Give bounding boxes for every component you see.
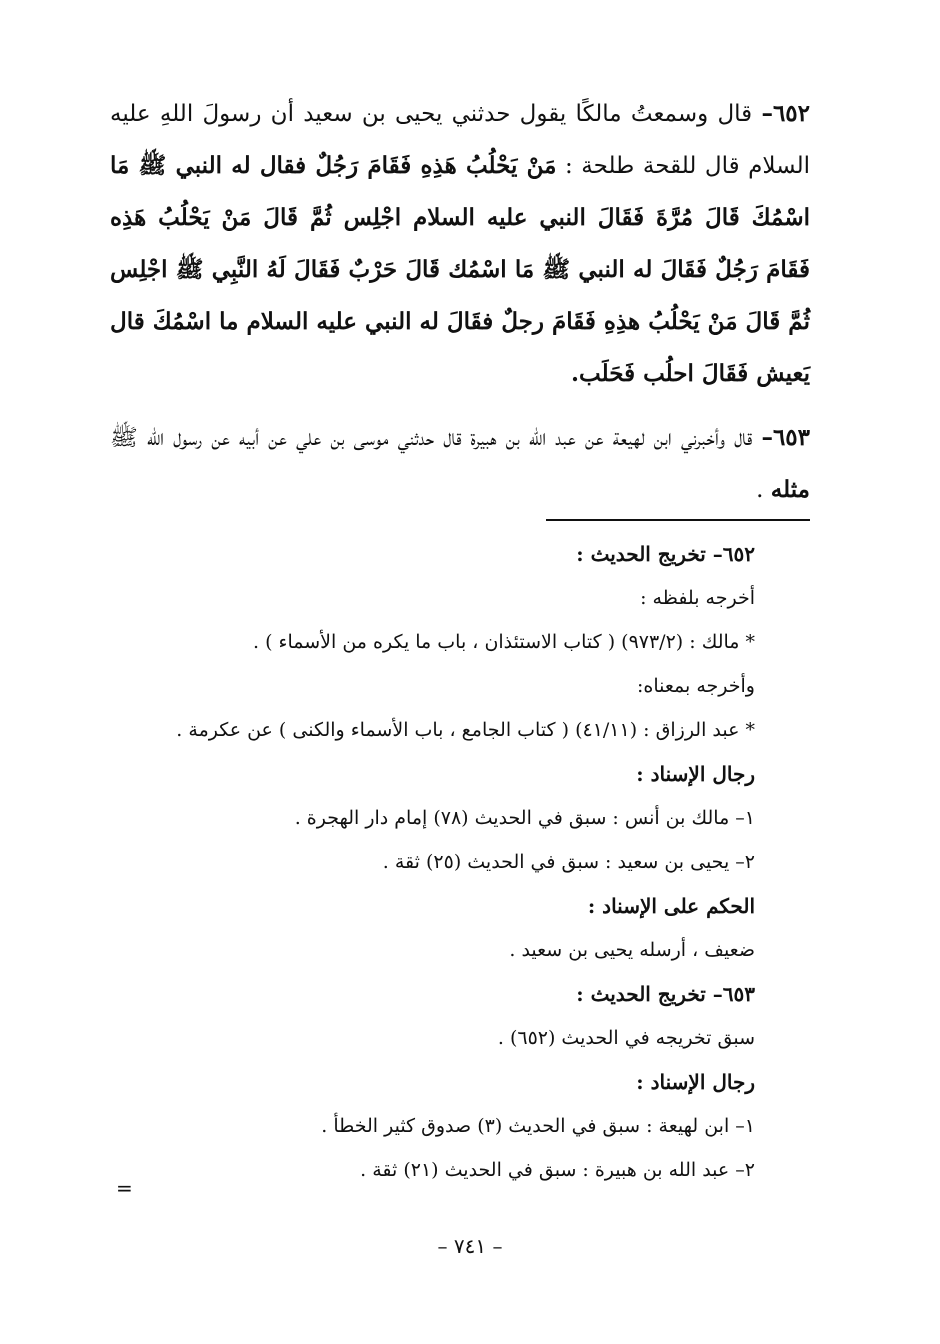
paragraph-652	[110, 88, 810, 400]
note-line: أخرجه بلفظه :	[640, 587, 755, 609]
hadith-652-text-bold: مَنْ يَحْلُبُ هَذِهِ فَقَامَ رَجُلٌ فقال له النبي ﷺ مَا اسْمُكَ قَالَ مُرَّةَ فَقَالَ النبي عليه السلام اجْلِس ثُمَّ قَالَ مَنْ يَحْلُبُ هَذِه فَقَامَ رَجُلٌ فَقَالَ له النبي ﷺ مَا اسْمُك قَالَ حَرْبٌ فَقَالَ لَهُ النَّبِي ﷺ اجْلِس ثُمَّ قَالَ مَنْ يَحْلُبُ هذِهِ فَقَامَ رجلٌ فقَالَ له النبي عليه السلام ما اسْمُكَ قال يَعيش فَقَالَ احلُب فَحَلَب.	[110, 152, 810, 387]
note-line: سبق تخريجه في الحديث (٦٥٢) .	[497, 1027, 755, 1049]
hadith-653-text-bold: مثله	[770, 476, 810, 503]
page-number: – ٧٤١ –	[437, 1234, 503, 1258]
note-line: ٢– يحيى بن سعيد : سبق في الحديث (٢٥) ثقة .	[382, 851, 755, 873]
footnotes	[110, 532, 755, 1192]
hadith-653-text-plain: قال وأخبرني ابن لهيعة عن عبد الله بن هبيرة قال حدثني موسى بن علي عن أبيه عن رسول الله ﷺ	[110, 425, 762, 451]
hukm-heading: الحكم على الإسناد :	[587, 894, 755, 918]
note-line: ١– مالك بن أنس : سبق في الحديث (٧٨) إمام دار الهجرة .	[294, 807, 755, 829]
continuation-mark: =	[116, 1176, 133, 1200]
takhrij-heading-652: ٦٥٢– تخريج الحديث :	[576, 542, 755, 566]
rijal-heading-652: رجال الإسناد :	[636, 762, 755, 786]
paragraph-653	[110, 412, 810, 516]
hadith-number-653: ٦٥٣–	[761, 424, 810, 451]
footnote-divider	[546, 519, 810, 521]
hadith-number-652: ٦٥٢–	[761, 100, 810, 127]
note-line: ٢– عبد الله بن هبيرة : سبق في الحديث (٢١) ثقة .	[360, 1159, 755, 1181]
main-text	[110, 88, 810, 528]
hadith-652-text-plain: قال وسمعتُ مالكًا يقول حدثني يحيى بن سعيد أن رسولَ اللهِ عليه السلام قال للقحة طلحة :	[110, 101, 810, 179]
note-line: ١– ابن لهيعة : سبق في الحديث (٣) صدوق كثير الخطأ .	[321, 1115, 755, 1137]
note-line: * عبد الرزاق : (٤١/١١) ( كتاب الجامع ، باب الأسماء والكنى ) عن عكرمة .	[176, 719, 755, 741]
hadith-653-text-end: .	[756, 477, 771, 503]
note-line: وأخرجه بمعناه:	[637, 675, 755, 697]
takhrij-heading-653: ٦٥٣– تخريج الحديث :	[576, 982, 755, 1006]
rijal-heading-653: رجال الإسناد :	[636, 1070, 755, 1094]
note-line: ضعيف ، أرسله يحيى بن سعيد .	[509, 939, 755, 961]
note-line: * مالك : (٩٧٣/٢) ( كتاب الاستئذان ، باب ما يكره من الأسماء ) .	[253, 631, 755, 653]
